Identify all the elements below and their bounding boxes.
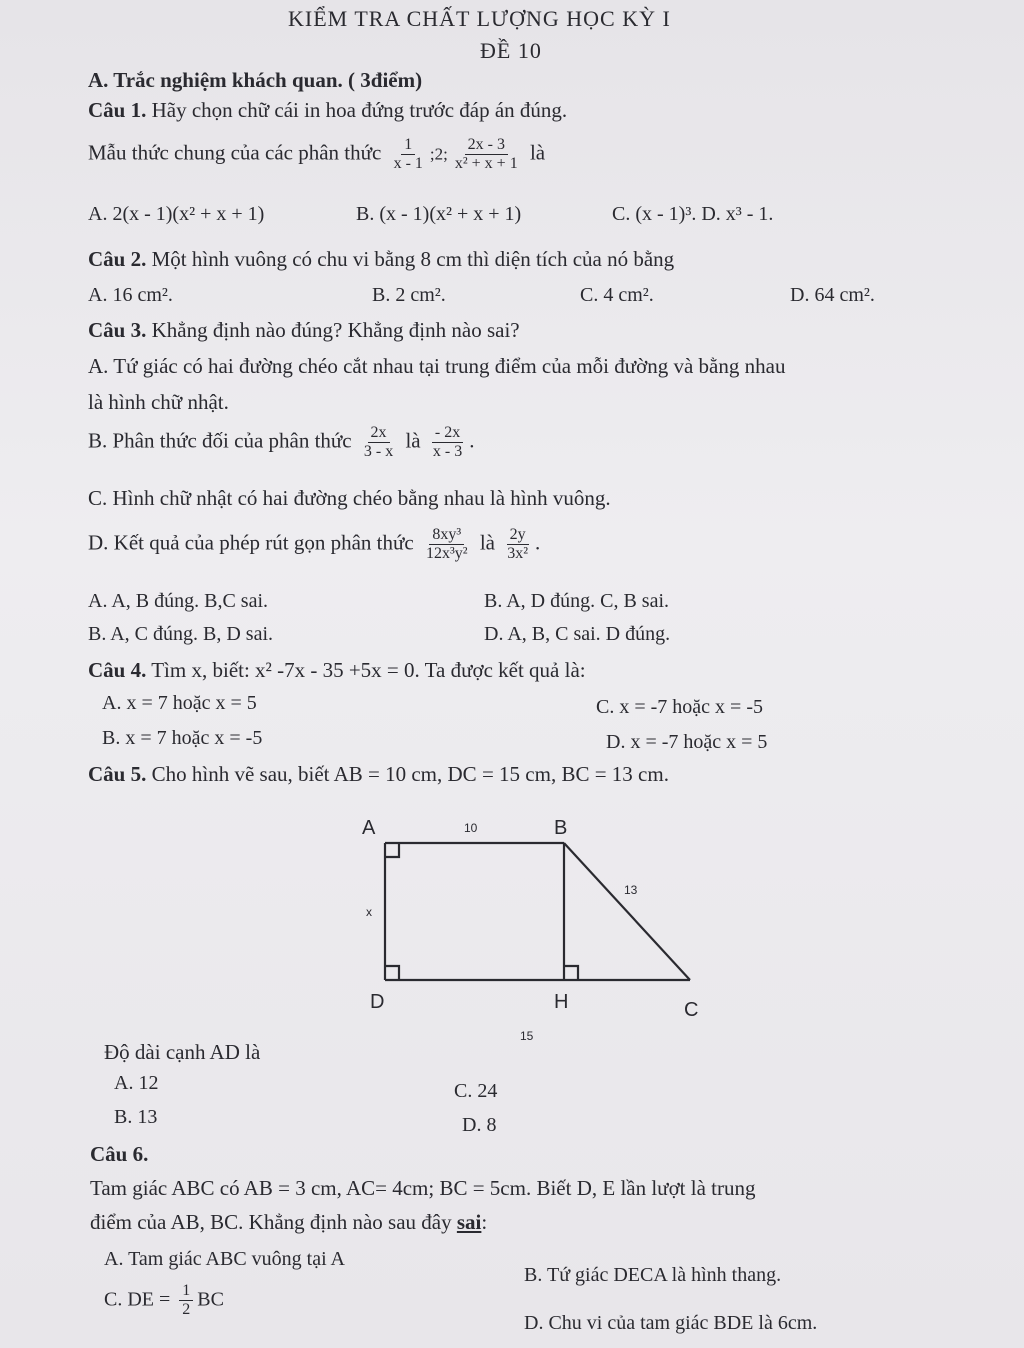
q4-prompt	[88, 658, 586, 683]
q3-option-d[interactable]: D. A, B, C sai. D đúng.	[484, 623, 671, 645]
q6-c-num: 1	[179, 1282, 193, 1301]
exam-subtitle: ĐỀ 10	[480, 38, 542, 63]
right-angle-d	[385, 966, 399, 980]
q3-d-prefix: D. Kết quả của phép rút gọn phân thức	[88, 530, 414, 555]
q5-question: Độ dài cạnh AD là	[104, 1040, 261, 1064]
q1-label: Câu 1.	[88, 98, 147, 122]
q3-d-mid: là	[479, 530, 495, 555]
vertex-b: B	[554, 817, 568, 839]
section-a-heading: A. Trắc nghiệm khách quan. ( 3điểm)	[88, 68, 423, 92]
q3-prompt	[88, 318, 520, 343]
right-angle-h	[564, 966, 578, 980]
q3-option-a[interactable]: A. A, B đúng. B,C sai.	[88, 590, 269, 612]
q6-line2-prefix: điểm của AB, BC. Khẳng định nào sau đây	[90, 1210, 452, 1234]
q3-d-fraction-1	[423, 526, 471, 564]
right-angle-a	[385, 843, 399, 857]
q3-d-f1-num: 8xy³	[429, 526, 464, 545]
q4-text: Tìm x, biết: x² -7x - 35 +5x = 0. Ta được kết quả là:	[151, 658, 586, 682]
q4-option-a[interactable]: A. x = 7 hoặc x = 5	[102, 692, 257, 714]
q5-prompt	[88, 762, 669, 787]
q6-line2-suffix: :	[481, 1210, 488, 1234]
q4-option-c[interactable]: C. x = -7 hoặc x = -5	[596, 696, 763, 718]
q1-sep: ;2;	[429, 144, 448, 164]
q5-option-c[interactable]: C. 24	[454, 1080, 498, 1102]
q6-c-suffix: BC	[197, 1288, 224, 1311]
q2-option-a[interactable]: A. 16 cm².	[88, 284, 173, 306]
q2-option-b[interactable]: B. 2 cm².	[372, 284, 446, 306]
q1-f1-num: 1	[401, 136, 415, 155]
q1-f2-den: x² + x + 1	[454, 155, 518, 173]
q3-statement-a-line2: là hình chữ nhật.	[88, 390, 229, 414]
vertex-a: A	[362, 817, 376, 839]
vertex-d: D	[370, 991, 385, 1013]
q2-prompt	[88, 247, 674, 272]
q5-option-d[interactable]: D. 8	[462, 1114, 497, 1136]
q3-b-f1-den: 3 - x	[363, 443, 394, 461]
q1-text: Hãy chọn chữ cái in hoa đứng trước đáp án đúng.	[151, 98, 568, 122]
vertex-h: H	[554, 991, 569, 1013]
q3-b-f2-num: - 2x	[432, 424, 463, 443]
q4-label: Câu 4.	[88, 658, 147, 682]
edge-bc	[564, 843, 690, 980]
q5-text: Cho hình vẽ sau, biết AB = 10 cm, DC = 15 cm, BC = 13 cm.	[151, 762, 669, 786]
q1-stem	[88, 136, 545, 174]
q3-b-mid: là	[405, 428, 421, 453]
q3-option-c[interactable]: B. A, C đúng. B, D sai.	[88, 623, 274, 645]
q3-d-f2-num: 2y	[507, 526, 529, 545]
q3-b-fraction-1	[361, 424, 396, 462]
label-ab-length: 10	[464, 821, 478, 835]
q3-d-f2-den: 3x²	[507, 545, 529, 563]
q1-option-a[interactable]: A. 2(x - 1)(x² + x + 1)	[88, 203, 265, 225]
q5-option-a[interactable]: A. 12	[114, 1072, 159, 1094]
q5-label: Câu 5.	[88, 762, 147, 786]
q3-statement-d: D. Kết quả của phép rút gọn phân thức $\frac{\text{8xy³}}{\text{12x³y²}}$ là $\frac{2y}{\text{3x²}}$ .	[88, 526, 541, 563]
q3-statement-b: B. Phân thức đối của phân thức $\frac{2x}{3 - x}$ là $\frac{- 2x}{x - 3}$ .	[88, 424, 475, 461]
q2-option-c[interactable]: C. 4 cm².	[580, 284, 654, 306]
q3-option-b[interactable]: B. A, D đúng. C, B sai.	[484, 590, 670, 612]
q4-option-d[interactable]: D. x = -7 hoặc x = 5	[606, 731, 768, 753]
q6-option-b[interactable]: B. Tứ giác DECA là hình thang.	[524, 1264, 782, 1286]
q1-f2-num: 2x - 3	[465, 136, 508, 155]
vertex-c: C	[684, 999, 699, 1021]
q6-line2	[90, 1210, 487, 1235]
q1-f1-den: x - 1	[393, 155, 423, 173]
q6-line1: Tam giác ABC có AB = 3 cm, AC= 4cm; BC = 5cm. Biết D, E lần lượt là trung	[90, 1176, 756, 1200]
q6-label: Câu 6.	[90, 1142, 149, 1166]
q6-option-d[interactable]: D. Chu vi của tam giác BDE là 6cm.	[524, 1312, 818, 1334]
label-dc-length: 15	[520, 1029, 534, 1043]
q1-prompt	[88, 98, 567, 123]
q6-c-prefix: C. DE =	[104, 1288, 171, 1311]
q5-option-b[interactable]: B. 13	[114, 1106, 158, 1128]
exam-title: KIỂM TRA CHẤT LƯỢNG HỌC KỲ I	[288, 6, 671, 31]
q3-statement-a-line1: A. Tứ giác có hai đường chéo cắt nhau tại trung điểm của mỗi đường và bằng nhau	[88, 354, 786, 378]
q3-text: Khẳng định nào đúng? Khẳng định nào sai?	[151, 318, 520, 342]
q6-option-c[interactable]	[104, 1282, 224, 1320]
q3-b-f1-num: 2x	[368, 424, 390, 443]
q6-c-fraction	[179, 1282, 193, 1320]
q2-text: Một hình vuông có chu vi bằng 8 cm thì diện tích của nó bằng	[151, 247, 675, 271]
q3-statement-c: C. Hình chữ nhật có hai đường chéo bằng nhau là hình vuông.	[88, 486, 611, 510]
q6-line2-sai: sai	[456, 1210, 482, 1234]
q3-d-fraction-2	[504, 526, 531, 564]
q2-label: Câu 2.	[88, 247, 147, 271]
q1-fraction-2	[452, 136, 521, 174]
q3-d-f1-den: 12x³y²	[425, 545, 468, 563]
q1-stem-suffix: là	[529, 140, 546, 165]
q3-b-fraction-2	[430, 424, 465, 462]
q3-label: Câu 3.	[88, 318, 147, 342]
q1-fraction-1	[391, 136, 426, 174]
q6-option-a[interactable]: A. Tam giác ABC vuông tại A	[104, 1248, 345, 1270]
label-ad-x: x	[366, 905, 372, 919]
label-bc-length: 13	[624, 883, 638, 897]
q4-option-b[interactable]: B. x = 7 hoặc x = -5	[102, 727, 263, 749]
q5-trapezoid-figure	[340, 808, 730, 1048]
q3-b-prefix: B. Phân thức đối của phân thức	[88, 428, 352, 453]
q3-b-f2-den: x - 3	[432, 443, 463, 461]
q1-option-b[interactable]: B. (x - 1)(x² + x + 1)	[356, 203, 522, 225]
q2-option-d[interactable]: D. 64 cm².	[790, 284, 875, 306]
q6-c-den: 2	[182, 1301, 191, 1319]
q1-stem-prefix: Mẫu thức chung của các phân thức	[88, 140, 382, 165]
q1-option-c-d[interactable]: C. (x - 1)³. D. x³ - 1.	[612, 203, 774, 225]
